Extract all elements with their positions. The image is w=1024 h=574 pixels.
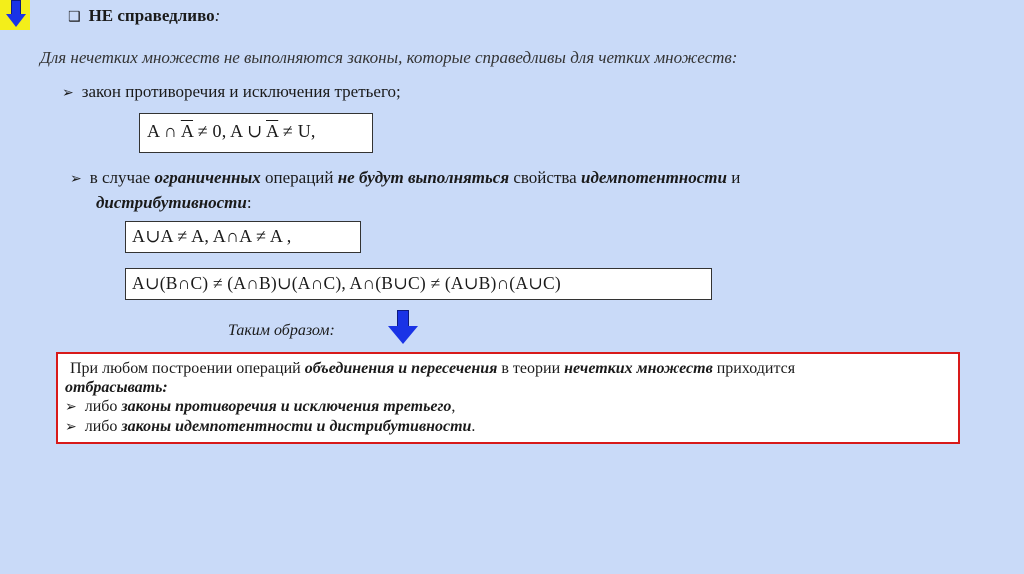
conclusion-line-1: При любом построении операций объединения и пересечения в теории нечетких множеств приходится xyxy=(70,360,796,377)
conclusion-list-item: ➢ либо законы противоречия и исключения третьего, xyxy=(65,398,456,415)
heading: ❑ НЕ справедливо: xyxy=(68,6,221,25)
down-arrow-icon xyxy=(6,0,26,30)
conclusion-box xyxy=(56,352,960,444)
heading-text: НЕ справедливо xyxy=(88,6,215,25)
intro-text: Для нечетких множеств не выполняются законы, которые справедливы для четких множеств: xyxy=(40,48,738,67)
formula-contradiction: A ∩ $\overline{A} \ne 0$, A ∪ $\overline{A} \ne U$, xyxy=(139,113,373,153)
list-item-bounded-operations: ➢ в случае ограниченных операций не будут выполняться свойства идемпотентности и дистрибутивности: xyxy=(70,168,741,212)
therefore-text: Таким образом: xyxy=(228,322,335,339)
checkbox-bullet-icon: ❑ xyxy=(68,9,81,25)
arrow-bullet-icon: ➢ xyxy=(65,419,77,435)
arrow-bullet-icon: ➢ xyxy=(70,171,82,187)
down-arrow-icon xyxy=(388,310,418,346)
conclusion-line-2: отбрасывать: xyxy=(65,379,168,396)
arrow-bullet-icon: ➢ xyxy=(62,85,74,101)
list-item-contradiction-law: ➢ закон противоречия и исключения третьего; xyxy=(62,82,401,101)
formula-idempotence: A∪A ≠ A, A∩A ≠ A , xyxy=(125,221,361,253)
conclusion-list-item: ➢ либо законы идемпотентности и дистрибутивности. xyxy=(65,418,476,435)
formula-distributivity: A∪(B∩C) ≠ (A∩B)∪(A∩C), A∩(B∪C) ≠ (A∪B)∩(A∪C) xyxy=(125,268,712,300)
arrow-bullet-icon: ➢ xyxy=(65,399,77,415)
